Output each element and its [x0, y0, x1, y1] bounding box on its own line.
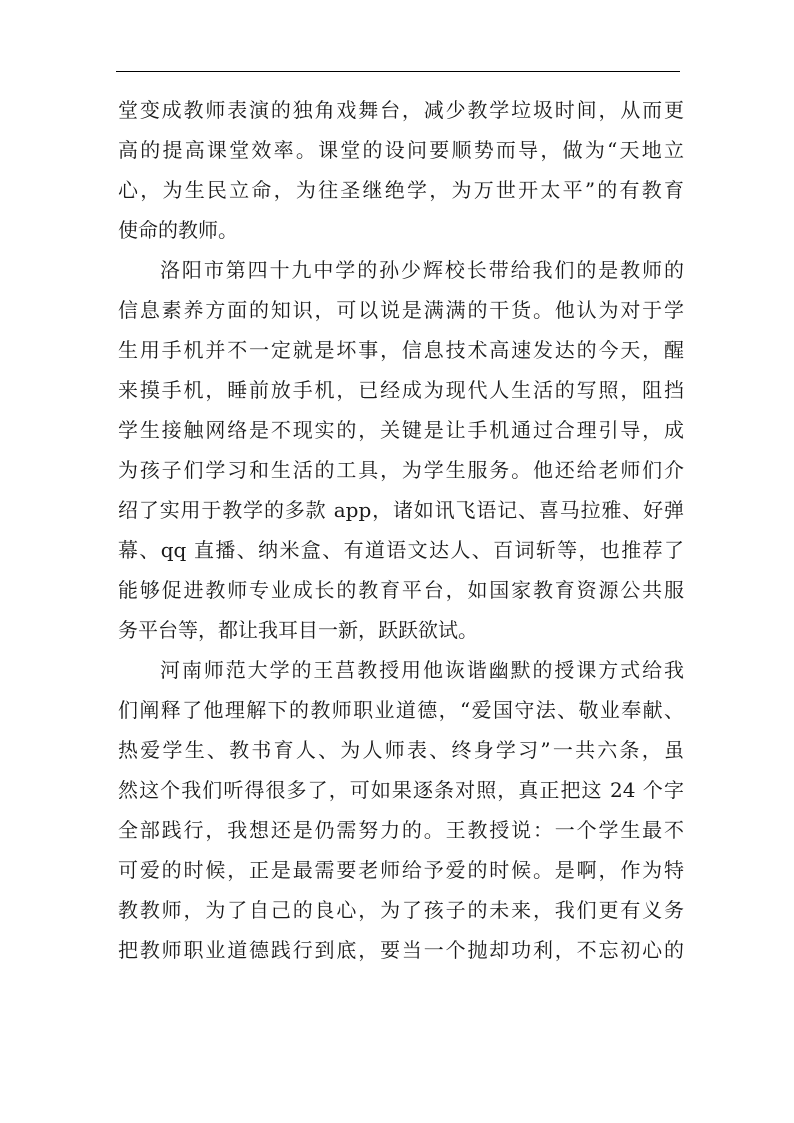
- text-line: 为孩子们学习和生活的工具，为学生服务。他还给老师们介: [118, 458, 684, 482]
- text-line: 信息素养方面的知识，可以说是满满的干货。他认为对于学: [118, 298, 684, 322]
- text-line: 幕、qq 直播、纳米盒、有道语文达人、百词斩等，也推荐了: [118, 538, 684, 562]
- text-line: 学生接触网络是不现实的，关键是让手机通过合理引导，成: [118, 418, 684, 442]
- text-line: 高的提高课堂效率。课堂的设问要顺势而导，做为“天地立: [118, 138, 684, 162]
- text-line: 来摸手机，睡前放手机，已经成为现代人生活的写照，阻挡: [118, 378, 684, 402]
- text-line: 全部践行，我想还是仍需努力的。王教授说：一个学生最不: [118, 818, 684, 842]
- text-line: 生用手机并不一定就是坏事，信息技术高速发达的今天，醒: [118, 338, 684, 362]
- text-line: 洛阳市第四十九中学的孙少辉校长带给我们的是教师的: [160, 258, 684, 282]
- text-line: 河南师范大学的王莒教授用他诙谐幽默的授课方式给我: [160, 658, 684, 682]
- text-line: 绍了实用于教学的多款 app，诸如讯飞语记、喜马拉雅、好弹: [118, 498, 684, 522]
- text-line: 然这个我们听得很多了，可如果逐条对照，真正把这 24 个字: [118, 778, 684, 802]
- text-line: 使命的教师。: [118, 218, 238, 242]
- text-line: 务平台等，都让我耳目一新，跃跃欲试。: [118, 618, 478, 642]
- header-rule: [116, 71, 680, 72]
- text-line: 们阐释了他理解下的教师职业道德，“爱国守法、敬业奉献、: [118, 698, 684, 722]
- text-line: 心，为生民立命，为往圣继绝学，为万世开太平”的有教育: [118, 178, 684, 202]
- text-line: 把教师职业道德践行到底，要当一个抛却功利，不忘初心的: [118, 938, 684, 962]
- text-line: 可爱的时候，正是最需要老师给予爱的时候。是啊，作为特: [118, 858, 684, 882]
- text-line: 教教师，为了自己的良心，为了孩子的未来，我们更有义务: [118, 898, 684, 922]
- text-line: 堂变成教师表演的独角戏舞台，减少教学垃圾时间，从而更: [118, 98, 684, 122]
- text-line: 能够促进教师专业成长的教育平台，如国家教育资源公共服: [118, 578, 684, 602]
- document-body: [118, 90, 684, 970]
- text-line: 热爱学生、教书育人、为人师表、终身学习”一共六条，虽: [118, 738, 684, 762]
